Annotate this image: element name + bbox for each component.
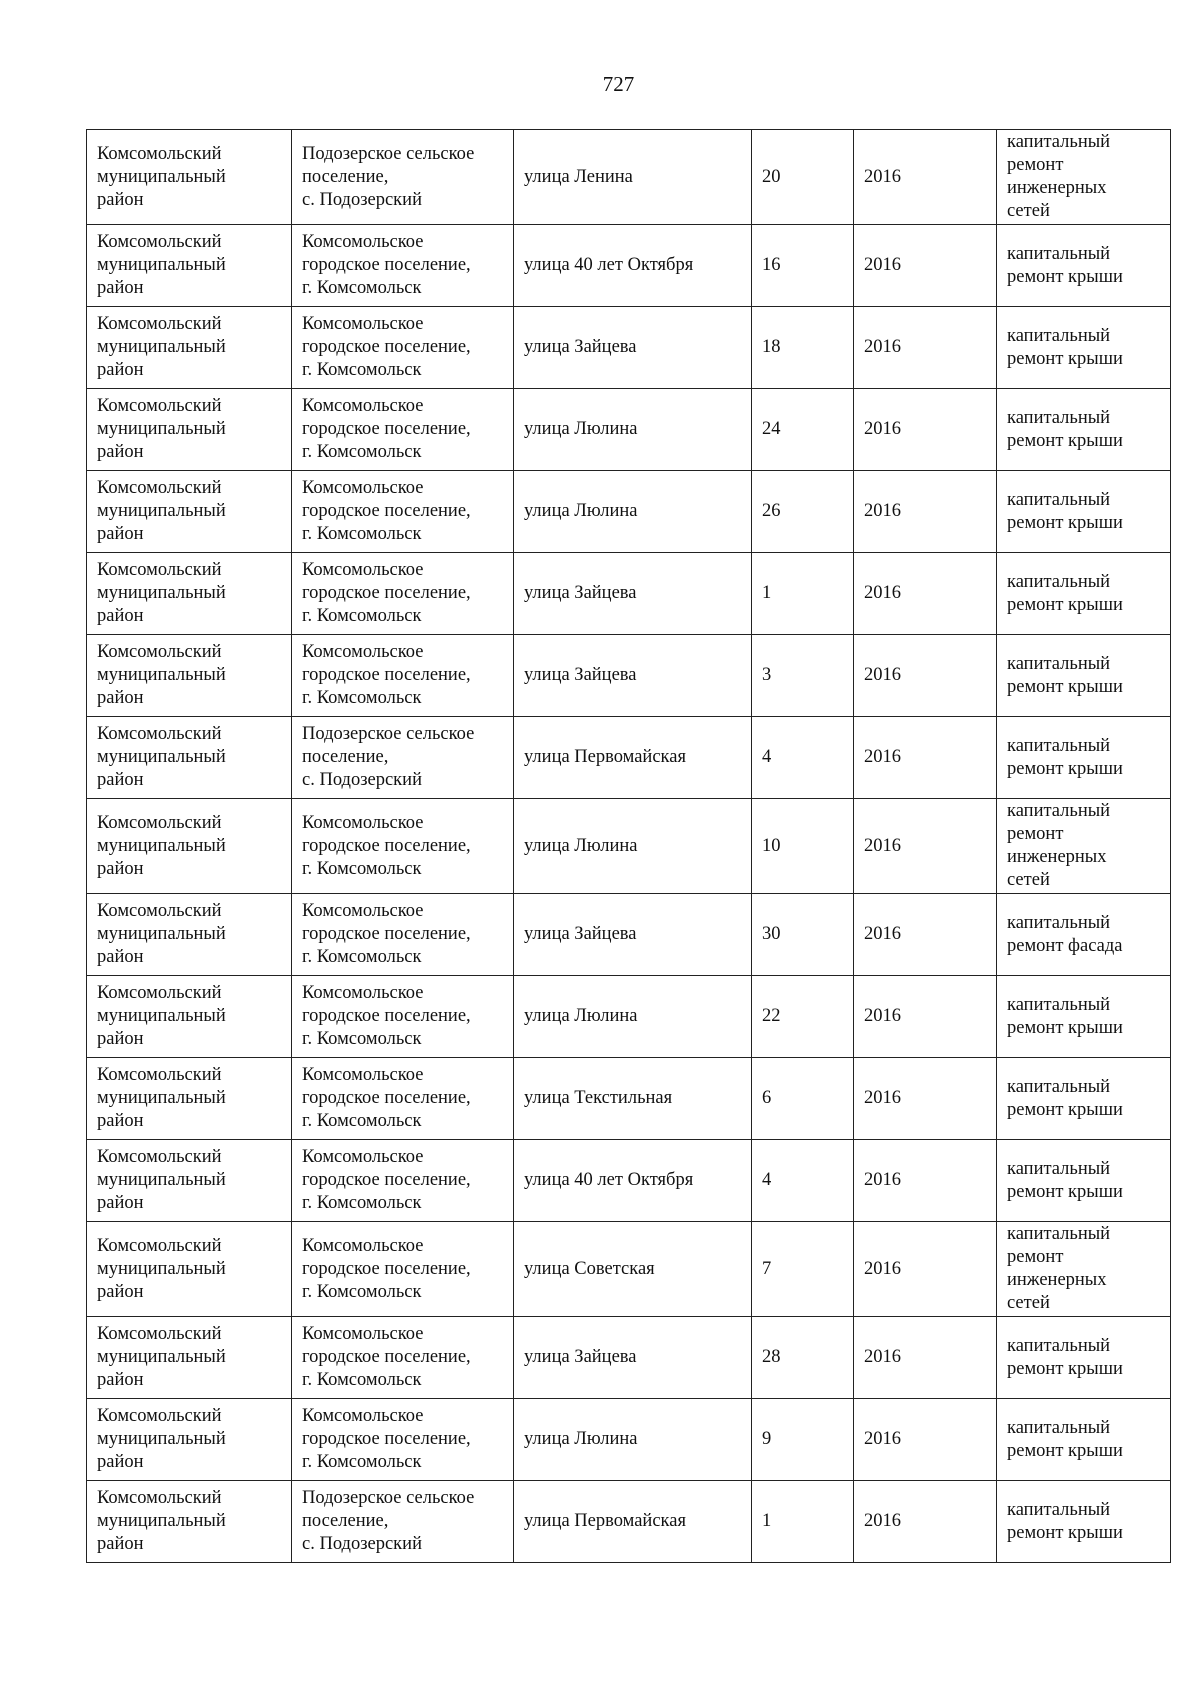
page-number: 727 (602, 72, 635, 96)
year-cell: 2016 (854, 1222, 997, 1317)
table-row (87, 1140, 1171, 1222)
street-cell: улица Люлина (514, 976, 752, 1058)
table-row (87, 894, 1171, 976)
settlement-cell: Комсомольское городское поселение, г. Комсомольск (292, 1058, 514, 1140)
district-cell: Комсомольский муниципальный район (87, 225, 292, 307)
street-cell: улица Ленина (514, 130, 752, 225)
district-cell: Комсомольский муниципальный район (87, 389, 292, 471)
settlement-cell: Комсомольское городское поселение, г. Комсомольск (292, 471, 514, 553)
year-cell: 2016 (854, 1399, 997, 1481)
work-type-cell: капитальный ремонт крыши (997, 1481, 1171, 1563)
year-cell: 2016 (854, 1140, 997, 1222)
street-cell: улица Люлина (514, 799, 752, 894)
year-cell: 2016 (854, 307, 997, 389)
year-cell: 2016 (854, 717, 997, 799)
district-cell: Комсомольский муниципальный район (87, 1317, 292, 1399)
street-cell: улица Зайцева (514, 894, 752, 976)
work-type-cell: капитальный ремонт крыши (997, 1317, 1171, 1399)
district-cell: Комсомольский муниципальный район (87, 635, 292, 717)
district-cell: Комсомольский муниципальный район (87, 1058, 292, 1140)
street-cell: улица Советская (514, 1222, 752, 1317)
settlement-cell: Комсомольское городское поселение, г. Комсомольск (292, 225, 514, 307)
year-cell: 2016 (854, 799, 997, 894)
street-cell: улица Зайцева (514, 553, 752, 635)
street-cell: улица Люлина (514, 1399, 752, 1481)
work-type-cell: капитальный ремонт крыши (997, 1140, 1171, 1222)
work-type-cell: капитальный ремонт инженерных сетей (997, 1222, 1171, 1317)
house-number-cell: 9 (752, 1399, 854, 1481)
district-cell: Комсомольский муниципальный район (87, 1140, 292, 1222)
house-number-cell: 4 (752, 717, 854, 799)
table-row (87, 1058, 1171, 1140)
table-row (87, 1317, 1171, 1399)
house-number-cell: 18 (752, 307, 854, 389)
district-cell: Комсомольский муниципальный район (87, 1399, 292, 1481)
work-type-cell: капитальный ремонт фасада (997, 894, 1171, 976)
work-type-cell: капитальный ремонт инженерных сетей (997, 130, 1171, 225)
table-row (87, 307, 1171, 389)
district-cell: Комсомольский муниципальный район (87, 894, 292, 976)
work-type-cell: капитальный ремонт крыши (997, 389, 1171, 471)
street-cell: улица Зайцева (514, 1317, 752, 1399)
table-row (87, 799, 1171, 894)
street-cell: улица Зайцева (514, 307, 752, 389)
year-cell: 2016 (854, 1058, 997, 1140)
house-number-cell: 20 (752, 130, 854, 225)
district-cell: Комсомольский муниципальный район (87, 976, 292, 1058)
table-row (87, 1222, 1171, 1317)
year-cell: 2016 (854, 1317, 997, 1399)
settlement-cell: Комсомольское городское поселение, г. Комсомольск (292, 1222, 514, 1317)
district-cell: Комсомольский муниципальный район (87, 717, 292, 799)
house-number-cell: 1 (752, 553, 854, 635)
work-type-cell: капитальный ремонт крыши (997, 1399, 1171, 1481)
settlement-cell: Комсомольское городское поселение, г. Комсомольск (292, 1140, 514, 1222)
year-cell: 2016 (854, 553, 997, 635)
house-number-cell: 4 (752, 1140, 854, 1222)
street-cell: улица Первомайская (514, 1481, 752, 1563)
work-type-cell: капитальный ремонт крыши (997, 976, 1171, 1058)
settlement-cell: Подозерское сельское поселение, с. Подозерский (292, 130, 514, 225)
house-number-cell: 1 (752, 1481, 854, 1563)
settlement-cell: Комсомольское городское поселение, г. Комсомольск (292, 307, 514, 389)
district-cell: Комсомольский муниципальный район (87, 553, 292, 635)
table-row (87, 225, 1171, 307)
year-cell: 2016 (854, 225, 997, 307)
settlement-cell: Комсомольское городское поселение, г. Комсомольск (292, 635, 514, 717)
table-row (87, 471, 1171, 553)
work-type-cell: капитальный ремонт инженерных сетей (997, 799, 1171, 894)
district-cell: Комсомольский муниципальный район (87, 1222, 292, 1317)
year-cell: 2016 (854, 976, 997, 1058)
year-cell: 2016 (854, 471, 997, 553)
work-type-cell: капитальный ремонт крыши (997, 553, 1171, 635)
table-row (87, 976, 1171, 1058)
work-type-cell: капитальный ремонт крыши (997, 635, 1171, 717)
district-cell: Комсомольский муниципальный район (87, 799, 292, 894)
house-number-cell: 7 (752, 1222, 854, 1317)
street-cell: улица Текстильная (514, 1058, 752, 1140)
street-cell: улица 40 лет Октября (514, 1140, 752, 1222)
year-cell: 2016 (854, 894, 997, 976)
street-cell: улица Первомайская (514, 717, 752, 799)
settlement-cell: Комсомольское городское поселение, г. Комсомольск (292, 553, 514, 635)
house-number-cell: 22 (752, 976, 854, 1058)
district-cell: Комсомольский муниципальный район (87, 471, 292, 553)
table-row (87, 1481, 1171, 1563)
house-number-cell: 24 (752, 389, 854, 471)
work-type-cell: капитальный ремонт крыши (997, 225, 1171, 307)
street-cell: улица 40 лет Октября (514, 225, 752, 307)
street-cell: улица Люлина (514, 389, 752, 471)
repair-schedule-table (86, 129, 1171, 1563)
settlement-cell: Комсомольское городское поселение, г. Комсомольск (292, 1399, 514, 1481)
house-number-cell: 26 (752, 471, 854, 553)
settlement-cell: Комсомольское городское поселение, г. Комсомольск (292, 976, 514, 1058)
district-cell: Комсомольский муниципальный район (87, 307, 292, 389)
settlement-cell: Комсомольское городское поселение, г. Комсомольск (292, 799, 514, 894)
year-cell: 2016 (854, 389, 997, 471)
table-row (87, 389, 1171, 471)
settlement-cell: Подозерское сельское поселение, с. Подозерский (292, 717, 514, 799)
table-row (87, 717, 1171, 799)
street-cell: улица Люлина (514, 471, 752, 553)
work-type-cell: капитальный ремонт крыши (997, 1058, 1171, 1140)
settlement-cell: Подозерское сельское поселение, с. Подозерский (292, 1481, 514, 1563)
table-row (87, 130, 1171, 225)
house-number-cell: 30 (752, 894, 854, 976)
table-row (87, 553, 1171, 635)
year-cell: 2016 (854, 1481, 997, 1563)
settlement-cell: Комсомольское городское поселение, г. Комсомольск (292, 389, 514, 471)
work-type-cell: капитальный ремонт крыши (997, 471, 1171, 553)
year-cell: 2016 (854, 635, 997, 717)
house-number-cell: 10 (752, 799, 854, 894)
district-cell: Комсомольский муниципальный район (87, 1481, 292, 1563)
settlement-cell: Комсомольское городское поселение, г. Комсомольск (292, 894, 514, 976)
work-type-cell: капитальный ремонт крыши (997, 307, 1171, 389)
table-row (87, 1399, 1171, 1481)
table-row (87, 635, 1171, 717)
district-cell: Комсомольский муниципальный район (87, 130, 292, 225)
house-number-cell: 3 (752, 635, 854, 717)
work-type-cell: капитальный ремонт крыши (997, 717, 1171, 799)
house-number-cell: 16 (752, 225, 854, 307)
settlement-cell: Комсомольское городское поселение, г. Комсомольск (292, 1317, 514, 1399)
street-cell: улица Зайцева (514, 635, 752, 717)
house-number-cell: 28 (752, 1317, 854, 1399)
house-number-cell: 6 (752, 1058, 854, 1140)
year-cell: 2016 (854, 130, 997, 225)
